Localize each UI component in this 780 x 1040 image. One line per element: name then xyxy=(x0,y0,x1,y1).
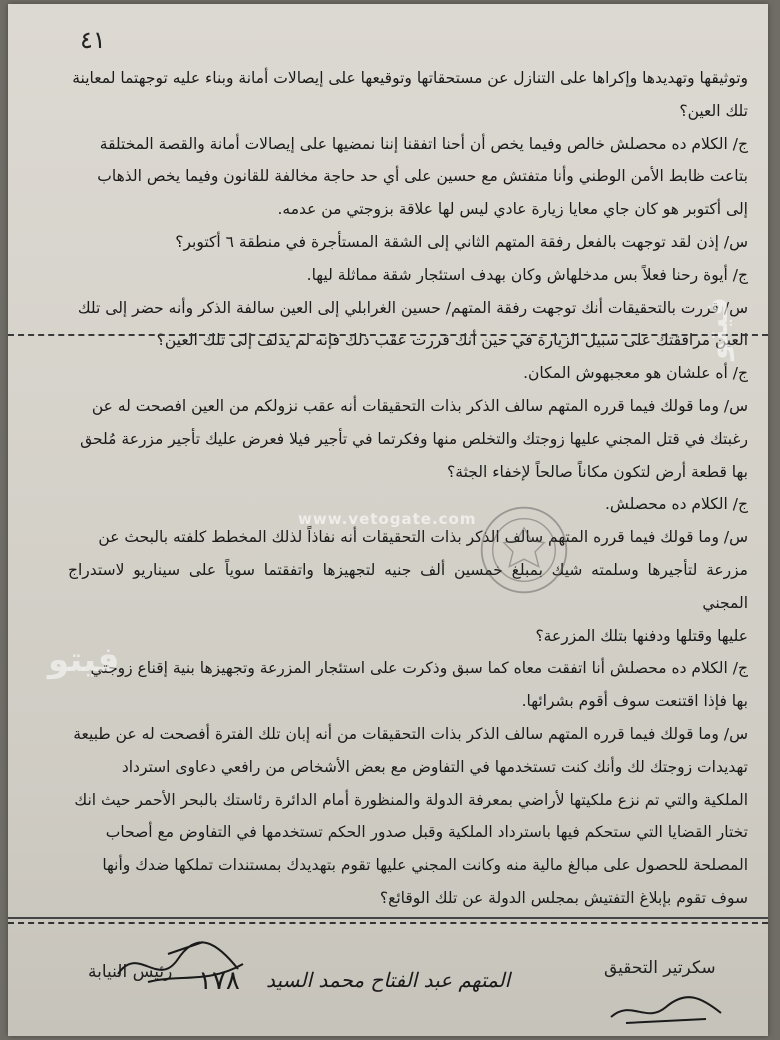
transcript-line: رغبتك في قتل المجني عليها زوجتك والتخلص منها وفكرتما في تأجير فيلا فعرض عليك تأجير مزرعة مُلحق xyxy=(80,429,748,448)
official-seal-icon xyxy=(478,504,570,596)
transcript-line: ج/ الكلام ده محصلش خالص وفيما يخص أن أحنا اتفقنا إننا نمضيها على إيصالات أمانة والقصة المختلقة xyxy=(99,134,748,153)
secretary-label: سكرتير التحقيق xyxy=(604,958,716,978)
transcript-line: سوف تقوم بإبلاغ التفتيش بمجلس الدولة عن تلك الوقائع؟ xyxy=(379,888,748,907)
transcript-line: تختار القضايا التي ستحكم فيها باسترداد الملكية وقبل صدور الحكم تستخدمها في التفاوض مع أصحاب xyxy=(105,823,748,842)
transcript-line: س/ إذن لقد توجهت بالفعل رفقة المتهم الثاني إلى الشقة المستأجرة في منطقة ٦ أكتوبر؟ xyxy=(175,232,748,251)
transcript-line: س/ وما قولك فيما قرره المتهم سالف الذكر بذات التحقيقات أنه نفاذاً لذلك المخطط كلفته بالبحث عن xyxy=(98,528,748,547)
transcript-line: عليها وقتلها ودفنها بتلك المزرعة؟ xyxy=(535,626,748,645)
handwritten-name: المتهم عبد الفتاح محمد السيد xyxy=(266,968,511,992)
transcript-line: مزرعة لتأجيرها وسلمته شيك بمبلغ خمسين ألف جنيه لتجهيزها واتفقتما سوياً على سيناريو لاستدراج المجني xyxy=(68,560,748,612)
transcript-line: بتاعت ظابط الأمن الوطني وأنا متفتش مع حسين على أي حد حاجة مخالفة للقانون وفيما يخص الذهاب xyxy=(97,167,748,186)
transcript-line: إلى أكتوبر هو كان جاي معايا زيارة عادي ليس لها علاقة بزوجتي من عدمه. xyxy=(277,200,748,219)
watermark-vertical: فيتو xyxy=(700,297,735,360)
solid-divider xyxy=(8,917,768,919)
transcript-body xyxy=(68,62,748,915)
transcript-line: بها قطعة أرض لتكون مكاناً صالحاً لإخفاء الجثة؟ xyxy=(447,462,748,481)
transcript-line: بها فإذا اقتنعت سوف أقوم بشرائها. xyxy=(521,692,748,711)
handwritten-number: ١٧٨ xyxy=(198,966,240,996)
transcript-line: ج/ الكلام ده محصلش أنا اتفقت معاه كما سبق وذكرت على استئجار المزرعة وتجهيزها بنية إقناع زوجتي xyxy=(90,659,748,678)
transcript-line: ج/ الكلام ده محصلش. xyxy=(604,495,748,514)
transcript-line: العين مرافقتك على سبيل الزيارة في حين أنك قررت عقب ذلك فإنه لم يدلف إلى تلك العين؟ xyxy=(156,331,748,350)
transcript-line: س/ وما قولك فيما قرره المتهم سالف الذكر بذات التحقيقات من أنه إبان تلك الفترة أفصحت له عن طبيعة xyxy=(73,724,748,743)
transcript-line: وتوثيقها وتهديدها وإكراها على التنازل عن مستحقاتها وتوقيعها على إيصالات أمانة وبناء عليه توجهتما لمعاينة xyxy=(72,69,748,87)
transcript-line: ج/ أه علشان هو معجبهوش المكان. xyxy=(523,364,748,383)
transcript-line: تهديدات زوجتك لك وأنك كنت تستخدمها في التفاوض مع بعض الأشخاص من رافعي دعاوى استرداد xyxy=(121,757,748,776)
transcript-line: الملكية والتي تم نزع ملكيتها لأراضي بمعرفة الدولة والمنظورة أمام الدائرة رئاستك بالبحر الأحمر حيث انك xyxy=(74,790,748,809)
secretary-signature-icon xyxy=(606,989,726,1029)
transcript-line: س/ قررت بالتحقيقات أنك توجهت رفقة المتهم/ حسين الغرابلي إلى العين سالفة الذكر وأنه حضر إلى تلك xyxy=(77,298,748,317)
prosecutor-signature-icon xyxy=(108,934,248,994)
transcript-line: المصلحة للحصول على مبالغ مالية منه وكانت المجني عليها تقوم بتهديدك بمستندات تملكها ضدك وأنها xyxy=(102,856,748,875)
dashed-divider xyxy=(8,922,768,924)
watermark-url: www.vetogate.com xyxy=(298,510,477,528)
transcript-line: تلك العين؟ xyxy=(679,101,748,120)
prosecution-label: رئيس النيابة xyxy=(88,962,173,982)
watermark-logo: فيتو xyxy=(48,640,120,680)
page-number: ٤١ xyxy=(80,26,106,54)
transcript-line: ج/ أيوة رحنا فعلاً بس مدخلهاش وكان بهدف استئجار شقة مماثلة ليها. xyxy=(306,265,748,284)
transcript-line: س/ وما قولك فيما قرره المتهم سالف الذكر بذات التحقيقات أنه عقب نزولكم من العين افصحت له عن xyxy=(91,396,748,415)
document-page xyxy=(8,4,768,1036)
dashed-divider xyxy=(8,334,768,336)
